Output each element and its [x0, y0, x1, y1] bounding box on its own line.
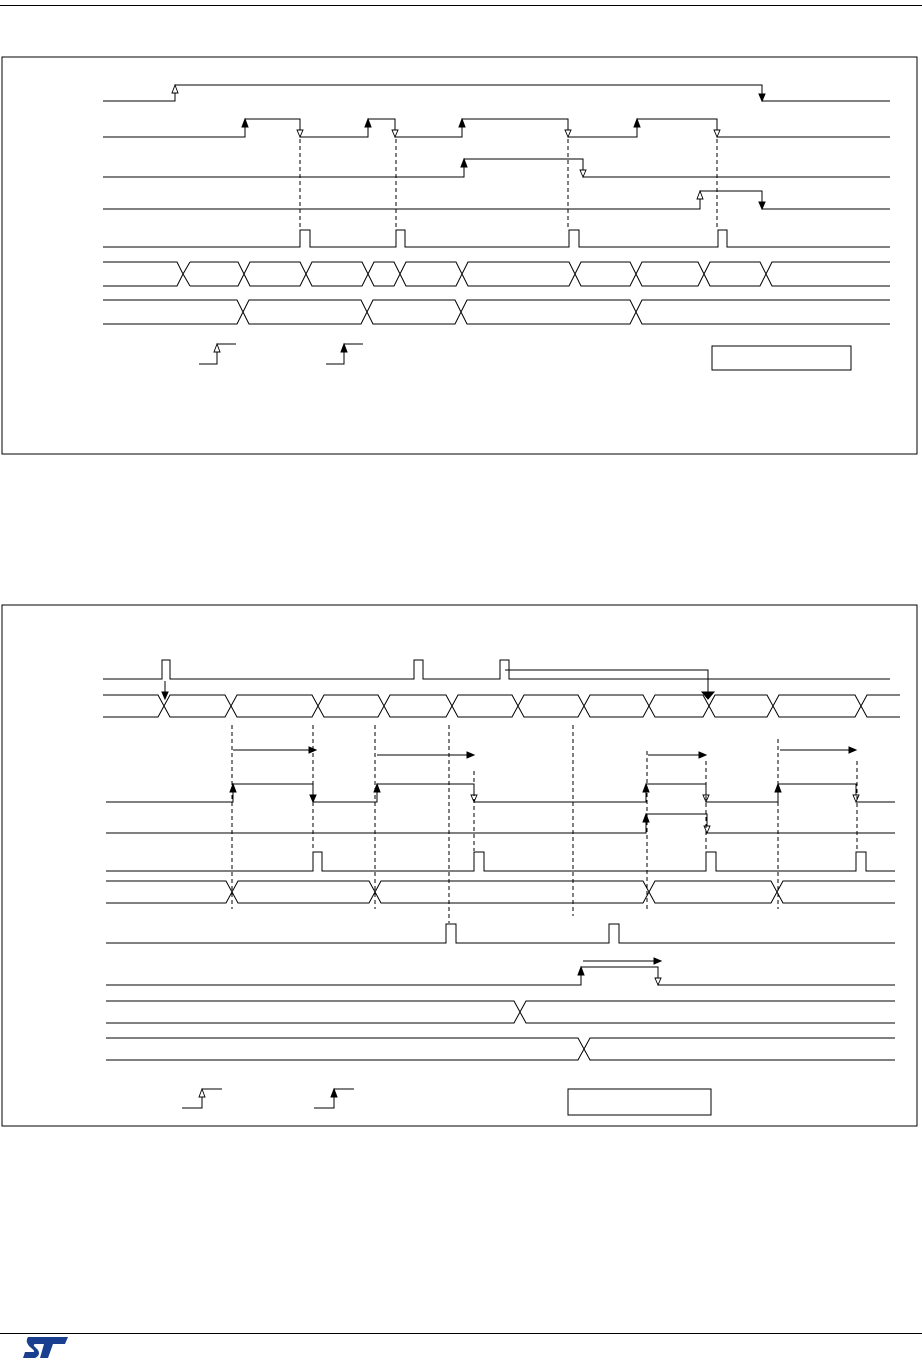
timing-diagram-1: [0, 56, 922, 456]
legend-rising-edge-open: [182, 1089, 222, 1108]
bus-trace-i: [106, 1001, 895, 1023]
bus-trace-1: [103, 262, 890, 286]
legend-rising-edge-filled: [326, 344, 363, 364]
duration-arrows: [233, 747, 856, 758]
signal-trace-1: [103, 85, 890, 101]
legend-rising-edge-open: [199, 344, 236, 364]
signal-trace-e: [106, 852, 895, 871]
diagram-frame: [2, 605, 917, 1126]
signal-trace-5: [103, 230, 890, 247]
signal-trace-2: [103, 119, 890, 137]
signal-trace-4: [103, 191, 890, 209]
signal-trace-d: [106, 814, 895, 833]
signal-trace-3: [103, 159, 890, 177]
legend-box: [568, 1089, 711, 1115]
legend-rising-edge-filled: [314, 1089, 354, 1108]
timing-markers-1: [300, 139, 717, 230]
header-rule: [0, 5, 922, 6]
signal-trace-a: [103, 660, 890, 699]
signal-trace-c: [106, 784, 895, 802]
diagram-frame: [2, 57, 917, 454]
st-logo-icon: [22, 1334, 70, 1365]
bus-trace-j: [106, 1038, 895, 1060]
bus-trace-b: [103, 695, 900, 717]
timing-markers-2: [232, 725, 857, 923]
legend-box: [712, 346, 851, 370]
footer-rule: [0, 1333, 922, 1334]
signal-trace-g: [106, 924, 895, 943]
bus-trace-2: [103, 300, 890, 324]
signal-trace-h: [106, 958, 895, 985]
timing-diagram-2: [0, 603, 922, 1129]
bus-trace-f: [106, 881, 895, 903]
